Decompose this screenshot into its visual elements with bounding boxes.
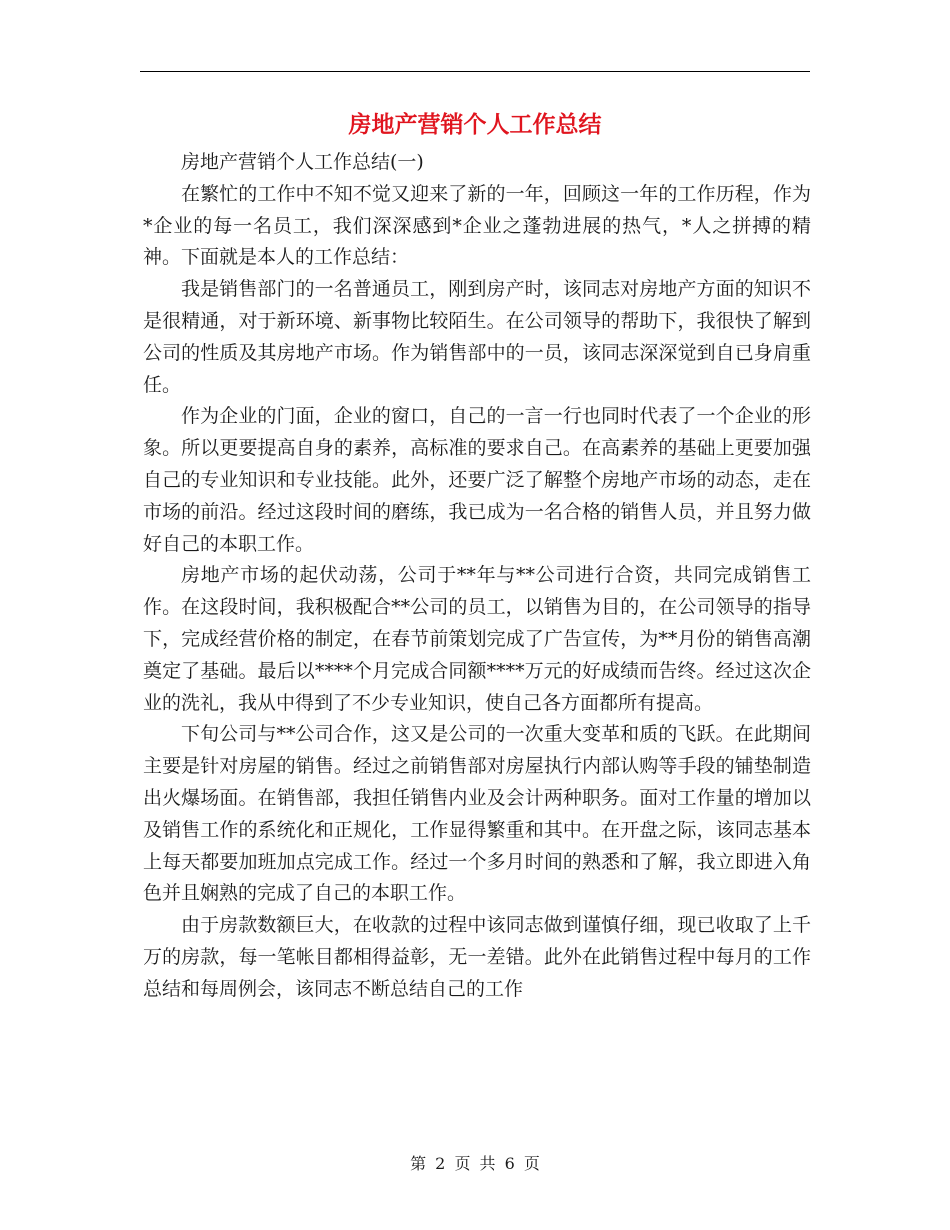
paragraph: 下旬公司与**公司合作，这又是公司的一次重大变革和质的飞跃。在此期间主要是针对房屋的销售。经过之前销售部对房屋执行内部认购等手段的铺垫制造出火爆场面。在销售部，我担任销售内业及会计两种职务。面对工作量的增加以及销售工作的系统化和正规化，工作显得繁重和其中。在开盘之际，该同志基本上每天都要加班加点完成工作。经过一个多月时间的熟悉和了解，我立即进入角色并且娴熟的完成了自己的本职工作。: [143, 723, 811, 905]
paragraph: 由于房款数额巨大，在收款的过程中该同志做到谨慎仔细，现已收取了上千万的房款，每一笔帐目都相得益彰，无一差错。此外在此销售过程中每月的工作总结和每周例会，该同志不断总结自己的工作: [143, 914, 811, 1000]
paragraph: 作为企业的门面，企业的窗口，自己的一言一行也同时代表了一个企业的形象。所以更要提高自身的素养，高标准的要求自己。在高素养的基础上更要加强自己的专业知识和专业技能。此外，还要广泛了解整个房地产市场的动态，走在市场的前沿。经过这段时间的磨练，我已成为一名合格的销售人员，并且努力做好自己的本职工作。: [143, 405, 811, 555]
header-rule: [140, 71, 810, 72]
paragraph: 在繁忙的工作中不知不觉又迎来了新的一年，回顾这一年的工作历程，作为*企业的每一名员工，我们深深感到*企业之蓬勃进展的热气，*人之拼搏的精神。下面就是本人的工作总结：: [143, 182, 811, 269]
page-number: 第 2 页 共 6 页: [410, 1154, 540, 1173]
paragraph: 房地产市场的起伏动荡，公司于**年与**公司进行合资，共同完成销售工作。在这段时间，我积极配合**公司的员工，以销售为目的，在公司领导的指导下，完成经营价格的制定，在春节前策划完成了广告宣传，为**月份的销售高潮奠定了基础。最后以****个月完成合同额****万元的好成绩而告终。经过这次企业的洗礼，我从中得到了不少专业知识，使自己各方面都所有提高。: [143, 564, 811, 714]
document-title: 房地产营销个人工作总结: [348, 111, 602, 138]
paragraph: 我是销售部门的一名普通员工，刚到房产时，该同志对房地产方面的知识不是很精通，对于新环境、新事物比较陌生。在公司领导的帮助下，我很快了解到公司的性质及其房地产市场。作为销售部中的一员，该同志深深觉到自已身肩重任。: [143, 278, 811, 396]
document-body: [143, 147, 811, 1006]
paragraph-subtitle: 房地产营销个人工作总结(一): [181, 151, 424, 173]
